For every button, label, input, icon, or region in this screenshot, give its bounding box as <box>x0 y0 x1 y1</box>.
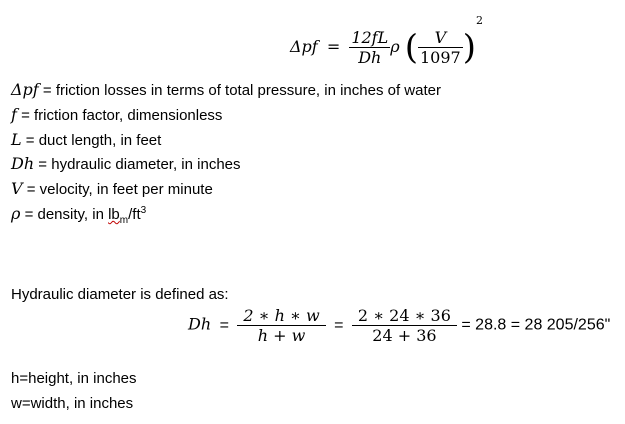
eq1-numerator: 12fL <box>351 28 389 47</box>
eq2-equals-2: = <box>334 316 344 334</box>
eq2-denominator-2: 24 + 36 <box>352 325 457 345</box>
eq2-numerator-2: 2 ∗ 24 ∗ 36 <box>357 306 451 325</box>
eq1-equals: = <box>326 37 341 56</box>
definition-text: = friction factor, dimensionless <box>16 107 223 124</box>
definition-text: = hydraulic diameter, in inches <box>34 156 241 173</box>
eq1-inner-fraction <box>418 28 463 67</box>
eq1-right-paren: ) <box>462 27 476 68</box>
definition-v <box>11 179 213 198</box>
definition-f <box>11 105 222 124</box>
note-width: w=width, in inches <box>11 395 134 412</box>
eq2-lhs: Dh <box>188 314 212 334</box>
eq2-numerator-1: 2 ∗ h ∗ w <box>243 306 320 325</box>
eq1-inner-denominator: 1097 <box>419 48 461 67</box>
definition-l <box>11 130 161 149</box>
eq2-result: = 28.8 = 28 205/256" <box>461 316 611 334</box>
definition-dh <box>11 154 241 173</box>
eq1-left-paren: ( <box>404 27 418 68</box>
eq1-lhs: Δpf <box>290 37 318 56</box>
eq1-inner-numerator: V <box>434 28 447 47</box>
definition-symbol: V <box>11 179 23 198</box>
eq1-rho: ρ <box>390 37 400 56</box>
definition-symbol: ρ <box>11 204 21 223</box>
definition-text: = duct length, in feet <box>21 132 162 149</box>
definition-text: = density, in <box>20 206 109 223</box>
eq2-denominator-1: h + w <box>237 325 325 345</box>
eq2-equals-1: = <box>219 316 229 334</box>
friction-equation <box>290 14 483 68</box>
hydraulic-intro: Hydraulic diameter is defined as: <box>11 286 229 303</box>
definition-symbol: Δpf <box>11 80 39 99</box>
eq2-fraction-1 <box>237 306 325 345</box>
eq1-denominator: Dh <box>349 47 390 67</box>
definition-rho: ρ = density, in $lb_m/ft^3$ <box>11 204 147 226</box>
definition-text: = friction losses in terms of total pressure, in inches of water <box>38 82 441 99</box>
definition-delta-pf <box>11 80 441 99</box>
note-height: h=height, in inches <box>11 370 137 387</box>
definition-symbol: f <box>11 105 17 124</box>
eq1-exponent: 2 <box>475 14 483 27</box>
definition-text: = velocity, in feet per minute <box>22 181 213 198</box>
definition-symbol: L <box>11 130 22 149</box>
definition-symbol: Dh <box>11 154 35 173</box>
hydraulic-diameter-equation <box>188 306 610 345</box>
eq2-fraction-2 <box>352 306 457 345</box>
density-unit: $lb_m$ <box>108 206 129 226</box>
eq1-fraction <box>349 28 390 67</box>
